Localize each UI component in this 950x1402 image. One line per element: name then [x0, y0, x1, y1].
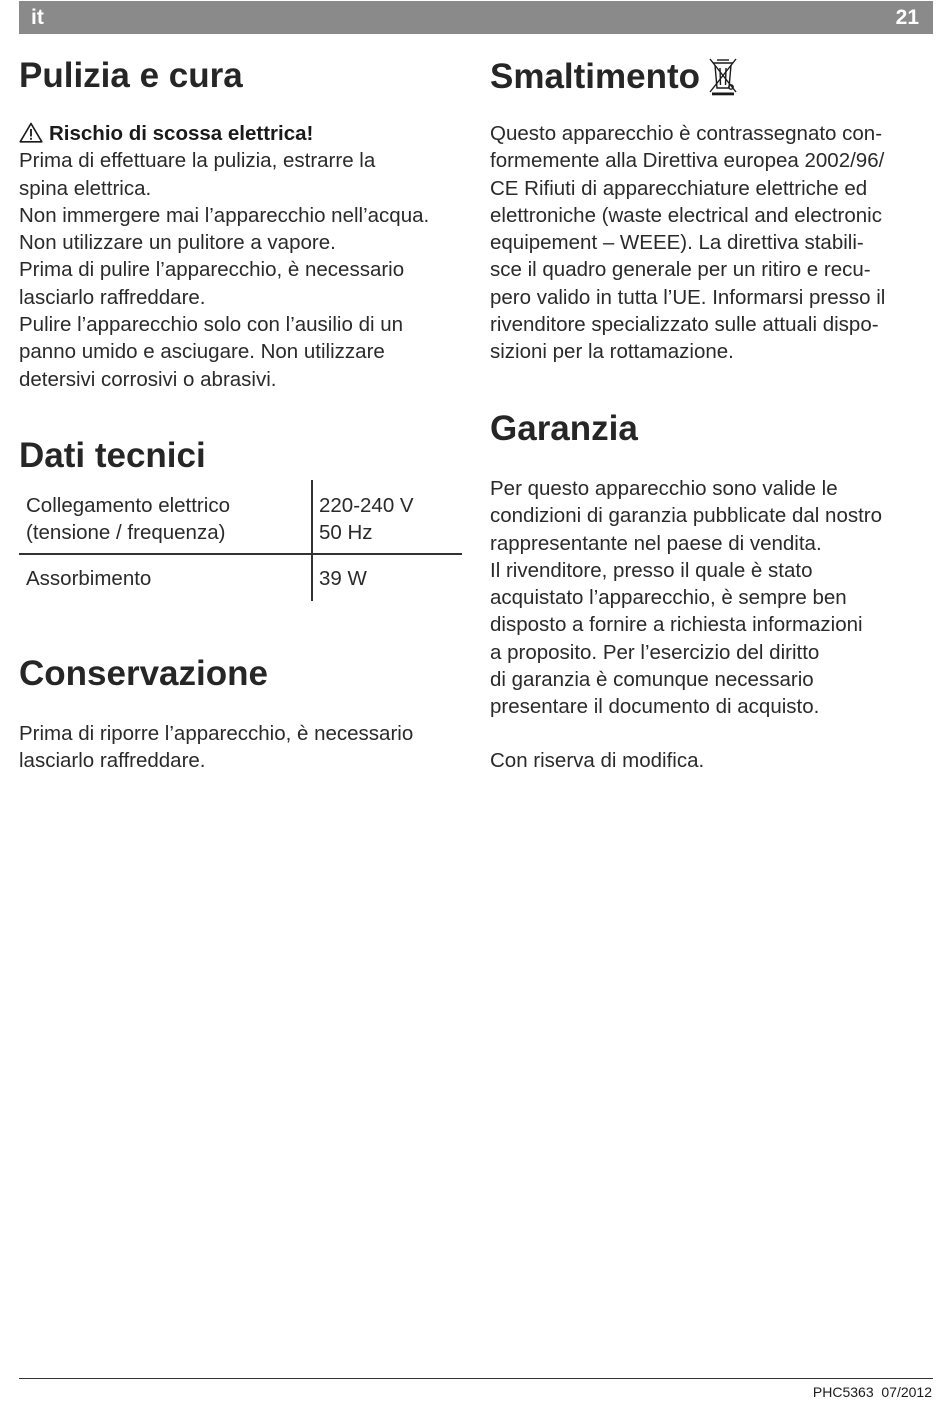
footer-date: 07/2012	[881, 1384, 932, 1400]
smaltimento-line: equipement – WEEE). La direttiva stabili-	[490, 231, 864, 255]
garanzia-line: di garanzia è comunque necessario	[490, 668, 814, 692]
footer-model: PHC5363	[812, 1384, 874, 1400]
pulizia-line: detersivi corrosivi o abrasivi.	[19, 367, 277, 391]
garanzia-line: rappresentante nel paese di vendita.	[490, 531, 822, 555]
section-title-garanzia: Garanzia	[490, 409, 638, 448]
garanzia-line: disposto a fornire a richiesta informazioni	[490, 613, 863, 637]
language-tag: it	[31, 5, 44, 29]
garanzia-line: acquistato l’apparecchio, è sempre ben	[490, 586, 847, 610]
section-title-smaltimento	[490, 56, 738, 97]
conservazione-line: lasciarlo raffreddare.	[19, 749, 206, 773]
specs-row-value: 220-240 V 50 Hz	[319, 494, 414, 545]
garanzia-line: condizioni di garanzia pubblicate dal nostro	[490, 504, 883, 528]
garanzia-body	[490, 475, 882, 721]
garanzia-note: Con riserva di modifica.	[490, 749, 705, 772]
pulizia-body	[19, 120, 429, 393]
conservazione-body	[19, 720, 413, 775]
pulizia-line: Non immergere mai l’apparecchio nell’acqua.	[19, 203, 430, 227]
warning-triangle-icon	[19, 122, 43, 143]
warning-text: Rischio di scossa elettrica!	[49, 122, 314, 145]
pulizia-line: Pulire l’apparecchio solo con l’ausilio di un	[19, 313, 404, 337]
specs-table	[19, 480, 462, 601]
smaltimento-line: pero valido in tutta l’UE. Informarsi presso il	[490, 285, 886, 309]
pulizia-line: Prima di effettuare la pulizia, estrarre la	[19, 149, 376, 173]
smaltimento-line: rivenditore specializzato sulle attuali dispo-	[490, 313, 879, 337]
smaltimento-line: sce il quadro generale per un ritiro e recu-	[490, 258, 871, 282]
smaltimento-line: Questo apparecchio è contrassegnato con-	[490, 122, 883, 145]
specs-column-divider	[311, 480, 313, 601]
smaltimento-line: elettroniche (waste electrical and electronic	[490, 203, 882, 227]
specs-row-label: Assorbimento	[26, 567, 152, 590]
pulizia-line: Prima di pulire l’apparecchio, è necessario	[19, 258, 405, 282]
smaltimento-body	[490, 120, 885, 366]
conservazione-line: Prima di riporre l’apparecchio, è necessario	[19, 722, 414, 745]
smaltimento-title-text: Smaltimento	[490, 57, 701, 96]
garanzia-line: Il rivenditore, presso il quale è stato	[490, 558, 813, 582]
garanzia-line: presentare il documento di acquisto.	[490, 695, 820, 719]
specs-row-divider	[19, 553, 462, 555]
footer-rule	[19, 1378, 933, 1379]
crossed-bin-icon	[708, 56, 738, 96]
footer	[813, 1384, 932, 1400]
page-number: 21	[895, 5, 919, 29]
page-header	[19, 1, 933, 34]
specs-row-value: 39 W	[319, 567, 367, 590]
smaltimento-line: formemente alla Direttiva europea 2002/96/	[490, 149, 885, 173]
pulizia-line: panno umido e asciugare. Non utilizzare	[19, 340, 385, 364]
section-title-pulizia: Pulizia e cura	[19, 56, 243, 95]
pulizia-line: lasciarlo raffreddare.	[19, 285, 206, 309]
garanzia-line: Per questo apparecchio sono valide le	[490, 477, 838, 500]
warning-line	[19, 120, 429, 147]
section-title-dati-tecnici: Dati tecnici	[19, 436, 206, 475]
garanzia-line: a proposito. Per l’esercizio del diritto	[490, 640, 820, 664]
pulizia-line: spina elettrica.	[19, 176, 152, 200]
specs-row-label: Collegamento elettrico (tensione / frequenza)	[26, 494, 230, 545]
pulizia-line: Non utilizzare un pulitore a vapore.	[19, 231, 336, 255]
section-title-conservazione: Conservazione	[19, 654, 268, 693]
smaltimento-line: CE Rifiuti di apparecchiature elettriche ed	[490, 176, 868, 200]
smaltimento-line: sizioni per la rottamazione.	[490, 340, 734, 364]
